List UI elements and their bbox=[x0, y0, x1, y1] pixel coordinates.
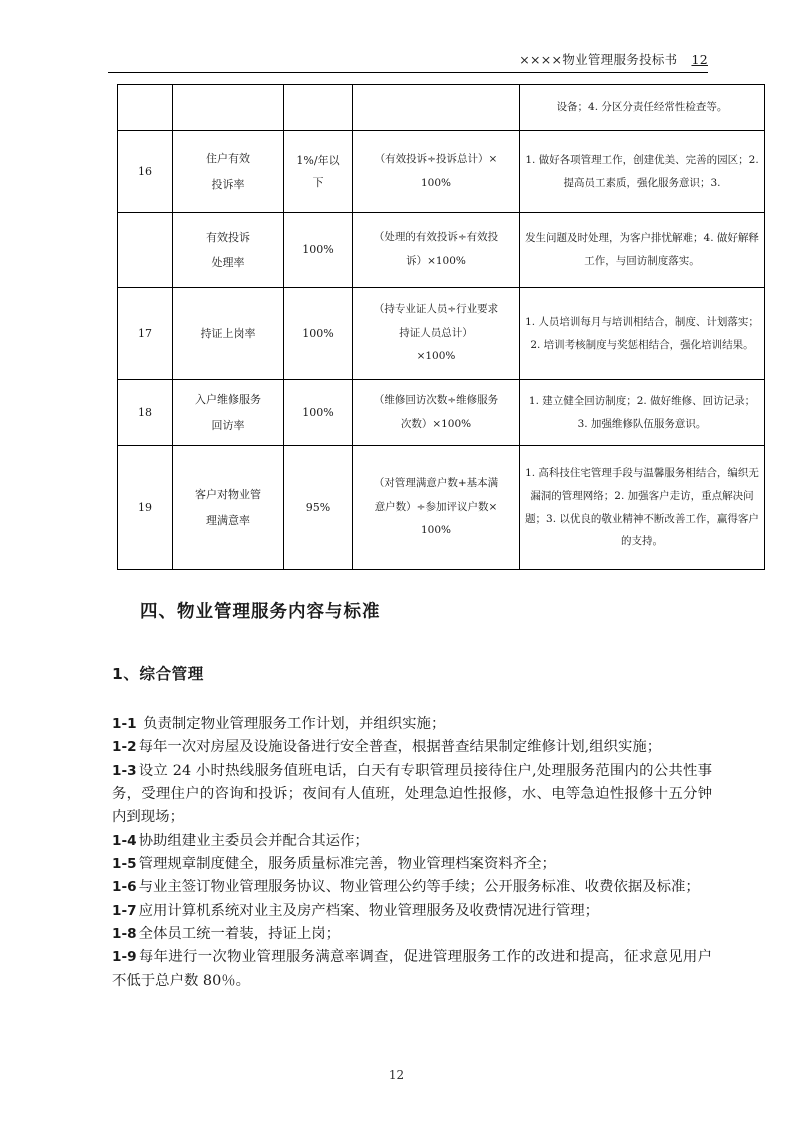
table-cell-number: 17 bbox=[118, 288, 173, 380]
paragraph-text: 与业主签订物业管理服务协议、物业管理公约等手续；公开服务标准、收费依据及标准； bbox=[138, 879, 700, 896]
paragraph-tag: 1-1 bbox=[112, 716, 137, 732]
paragraph-text: 负责制定物业管理服务工作计划，并组织实施； bbox=[138, 716, 446, 732]
table-cell-measure: 1. 高科技住宅管理手段与温馨服务相结合，编织无漏洞的管理网络；2. 加强客户走访，重点解决问题；3. 以优良的敬业精神不断改善工作，赢得客户的支持。 bbox=[520, 446, 765, 570]
table-cell-standard bbox=[284, 85, 353, 131]
table-row bbox=[118, 446, 765, 570]
body-paragraph bbox=[112, 853, 712, 876]
footer-page-number: 12 bbox=[388, 1068, 405, 1082]
table-cell-measure: 1. 做好各项管理工作，创建优美、完善的园区；2. 提高员工素质，强化服务意识；3. bbox=[520, 131, 765, 213]
table-cell-number: 19 bbox=[118, 446, 173, 570]
paragraph-text: 设立 24 小时热线服务值班电话，白天有专职管理员接待住户,处理服务范围内的公共性事务，受理住户的咨询和投诉；夜间有人值班，处理急迫性报修，水、电等急迫性报修十五分钟内到现场； bbox=[112, 762, 712, 826]
table-cell-measure: 设备；4. 分区分责任经常性检查等。 bbox=[520, 85, 765, 131]
table-cell-standard: 100% bbox=[284, 213, 353, 288]
table-cell-calculation: （对管理满意户数+基本满 意户数）÷参加评议户数× 100% bbox=[353, 446, 520, 570]
table-cell-calculation: （持专业证人员÷行业要求 持证人员总计） ×100% bbox=[353, 288, 520, 380]
table-cell-number: 18 bbox=[118, 380, 173, 446]
table-cell-calculation bbox=[353, 85, 520, 131]
table-cell-standard: 100% bbox=[284, 380, 353, 446]
subsection-heading: 1、综合管理 bbox=[112, 665, 204, 683]
paragraph-text: 协助组建业主委员会并配合其运作； bbox=[138, 832, 369, 849]
paragraph-tag: 1-2 bbox=[112, 739, 137, 756]
running-header bbox=[108, 50, 708, 73]
table-cell-standard: 100% bbox=[284, 288, 353, 380]
body-paragraph bbox=[112, 876, 712, 899]
table-cell-measure: 发生问题及时处理，为客户排忧解难；4. 做好解释工作，与回访制度落实。 bbox=[520, 213, 765, 288]
paragraph-tag: 1-4 bbox=[112, 832, 137, 849]
paragraph-text: 每年一次对房屋及设施设备进行安全普查，根据普查结果制定维修计划,组织实施； bbox=[138, 739, 662, 756]
body-paragraph bbox=[112, 736, 712, 759]
body-copy bbox=[112, 713, 712, 993]
table-row bbox=[118, 85, 765, 131]
body-paragraph bbox=[112, 923, 712, 946]
paragraph-tag: 1-5 bbox=[112, 855, 137, 872]
table-cell-number bbox=[118, 85, 173, 131]
table-cell-calculation: （有效投诉÷投诉总计）× 100% bbox=[353, 131, 520, 213]
table-cell-item: 住户有效 投诉率 bbox=[173, 131, 284, 213]
page-footer bbox=[0, 1068, 793, 1082]
table-cell-item: 有效投诉 处理率 bbox=[173, 213, 284, 288]
table-cell-item bbox=[173, 85, 284, 131]
paragraph-tag: 1-3 bbox=[112, 762, 137, 779]
table-cell-calculation: （维修回访次数÷维修服务 次数）×100% bbox=[353, 380, 520, 446]
table-cell-item: 持证上岗率 bbox=[173, 288, 284, 380]
paragraph-tag: 1-8 bbox=[112, 925, 137, 942]
table-row bbox=[118, 380, 765, 446]
table-cell-item: 入户维修服务 回访率 bbox=[173, 380, 284, 446]
section-heading: 四、物业管理服务内容与标准 bbox=[140, 602, 381, 622]
header-title: ××××物业管理服务投标书 bbox=[519, 52, 678, 67]
kpi-table-body bbox=[118, 85, 765, 570]
body-paragraph bbox=[112, 760, 712, 830]
paragraph-text: 全体员工统一着装，持证上岗； bbox=[138, 925, 341, 942]
body-paragraph bbox=[112, 830, 712, 853]
body-paragraph bbox=[112, 946, 712, 993]
kpi-table bbox=[117, 84, 765, 570]
paragraph-tag: 1-7 bbox=[112, 902, 137, 919]
paragraph-text: 每年进行一次物业管理服务满意率调查，促进管理服务工作的改进和提高，征求意见用户不低于总户数 80％。 bbox=[112, 949, 712, 989]
paragraph-tag: 1-9 bbox=[112, 949, 137, 966]
table-row bbox=[118, 288, 765, 380]
table-cell-standard: 95% bbox=[284, 446, 353, 570]
table-cell-item: 客户对物业管 理满意率 bbox=[173, 446, 284, 570]
table-cell-number: 16 bbox=[118, 131, 173, 213]
body-paragraph bbox=[112, 713, 712, 736]
body-paragraph bbox=[112, 900, 712, 923]
paragraph-tag: 1-6 bbox=[112, 879, 137, 896]
paragraph-text: 管理规章制度健全，服务质量标准完善，物业管理档案资料齐全； bbox=[138, 855, 556, 872]
table-cell-standard: 1%/年以 下 bbox=[284, 131, 353, 213]
header-page-number: 12 bbox=[691, 52, 708, 67]
table-cell-measure: 1. 建立健全回访制度；2. 做好维修、回访记录；3. 加强维修队伍服务意识。 bbox=[520, 380, 765, 446]
table-row bbox=[118, 213, 765, 288]
table-row bbox=[118, 131, 765, 213]
table-cell-calculation: （处理的有效投诉÷有效投 诉）×100% bbox=[353, 213, 520, 288]
paragraph-text: 应用计算机系统对业主及房产档案、物业管理服务及收费情况进行管理； bbox=[138, 902, 600, 919]
table-cell-measure: 1. 人员培训每月与培训相结合，制度、计划落实；2. 培训考核制度与奖惩相结合，强化培训结果。 bbox=[520, 288, 765, 380]
table-cell-number bbox=[118, 213, 173, 288]
